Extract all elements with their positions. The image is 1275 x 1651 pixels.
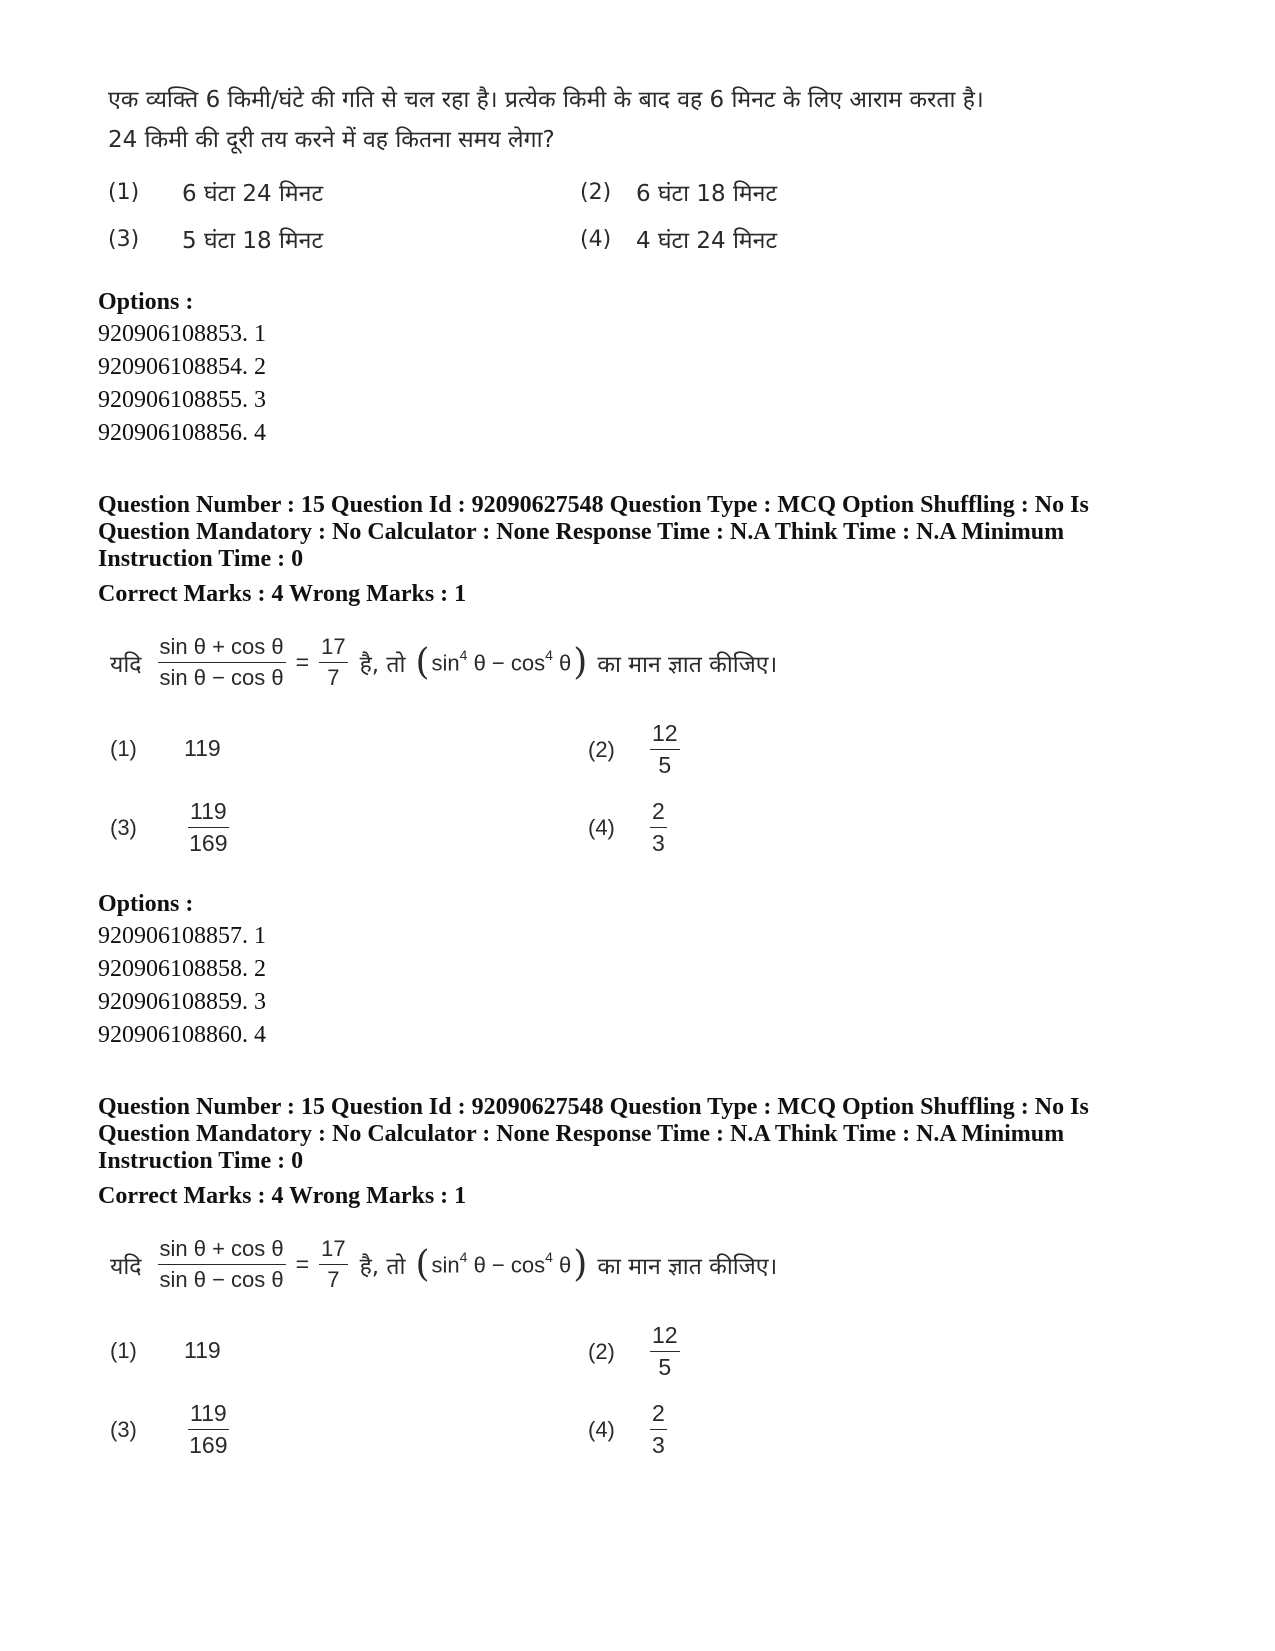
answer-choice [580, 176, 777, 208]
answer-number: (3) [108, 226, 140, 252]
fraction-denominator: 7 [327, 665, 340, 690]
fraction-numerator: 119 [188, 798, 229, 828]
expr-part: sin [431, 1252, 460, 1278]
question-suffix: का मान ज्ञात कीजिए। [597, 651, 778, 678]
answer-text: 6 घंटा 18 मिनट [636, 181, 778, 207]
question-middle: है, तो [359, 1253, 406, 1280]
option-item: 920906108856. 4 [98, 420, 266, 446]
left-paren: ( [415, 1244, 430, 1285]
fraction-numerator: 12 [650, 1322, 680, 1352]
answer-number: (1) [108, 179, 140, 205]
fraction-denominator: 5 [658, 1354, 672, 1380]
meta-line: Question Mandatory : No Calculator : None Response Time : N.A Think Time : N.A Minimum [98, 1121, 1065, 1147]
answer-choice [588, 798, 671, 857]
option-item: 920906108855. 3 [98, 387, 266, 413]
fraction-denominator: sin θ − cos θ [159, 1267, 284, 1292]
question-line: एक व्यक्ति 6 किमी/घंटे की गति से चल रहा है। प्रत्येक किमी के बाद वह 6 मिनट के लिए आराम करता है। [108, 87, 984, 113]
expr-part: θ [552, 1252, 572, 1278]
answer-fraction [650, 1400, 667, 1459]
fraction-numerator: sin θ + cos θ [158, 634, 286, 663]
options-list [98, 286, 266, 450]
answer-text: 5 घंटा 18 मिनट [182, 228, 324, 254]
answer-fraction [650, 720, 680, 779]
answer-choice [588, 1322, 684, 1381]
answer-text: 4 घंटा 24 मिनट [636, 228, 778, 254]
equals-sign: = [295, 649, 310, 675]
option-item: 920906108853. 1 [98, 321, 266, 347]
fraction-numerator: 17 [319, 634, 347, 663]
answer-fraction [650, 798, 667, 857]
answer-fraction [188, 798, 229, 857]
answer-number: (3) [110, 814, 137, 840]
right-paren: ) [573, 1244, 588, 1285]
left-paren: ( [415, 642, 430, 683]
expr-sup: 4 [459, 646, 468, 663]
answer-text: 6 घंटा 24 मिनट [182, 181, 324, 207]
meta-line: Question Number : 15 Question Id : 92090627548 Question Type : MCQ Option Shuffling : No Is [98, 492, 1089, 518]
answer-choice [108, 223, 323, 255]
fraction-numerator: 119 [188, 1400, 229, 1430]
answer-choice [110, 798, 233, 857]
meta-line: Instruction Time : 0 [98, 1148, 304, 1174]
question-meta [98, 492, 1178, 608]
lhs-fraction [158, 634, 286, 691]
answer-choice [110, 1337, 221, 1364]
fraction-numerator: 17 [319, 1236, 347, 1265]
marks-line: Correct Marks : 4 Wrong Marks : 1 [98, 581, 467, 607]
answer-number: (1) [110, 1337, 137, 1363]
meta-line: Instruction Time : 0 [98, 546, 304, 572]
answer-number: (2) [588, 736, 615, 762]
answer-fraction [650, 1322, 680, 1381]
expr-part: θ − cos [467, 1252, 546, 1278]
options-title: Options : [98, 289, 194, 315]
question-prefix: यदि [110, 651, 142, 678]
expr-part: θ − cos [467, 650, 546, 676]
options-list [98, 888, 266, 1052]
answer-number: (2) [588, 1338, 615, 1364]
fraction-denominator: 3 [652, 1432, 665, 1458]
answer-choice [108, 176, 323, 208]
rhs-fraction [319, 634, 347, 691]
question-line: 24 किमी की दूरी तय करने में वह कितना समय लेगा? [108, 127, 555, 153]
equals-sign: = [295, 1251, 310, 1277]
expr-part: θ [552, 650, 572, 676]
question-middle: है, तो [359, 651, 406, 678]
option-item: 920906108857. 1 [98, 923, 266, 949]
answer-number: (4) [580, 226, 612, 252]
fraction-denominator: 169 [189, 830, 228, 856]
question-prefix: यदि [110, 1253, 142, 1280]
option-item: 920906108859. 3 [98, 989, 266, 1015]
fraction-numerator: sin θ + cos θ [158, 1236, 286, 1265]
answer-choice [580, 223, 777, 255]
marks-line: Correct Marks : 4 Wrong Marks : 1 [98, 1183, 467, 1209]
answer-value: 119 [184, 735, 221, 761]
fraction-denominator: sin θ − cos θ [159, 665, 284, 690]
answer-number: (4) [588, 814, 615, 840]
expr-sup: 4 [545, 1248, 553, 1265]
expression [431, 1248, 572, 1278]
answer-number: (1) [110, 735, 137, 761]
math-question [110, 1236, 777, 1293]
option-item: 920906108854. 2 [98, 354, 266, 380]
question-text-block [108, 80, 1228, 160]
math-question [110, 634, 777, 691]
fraction-denominator: 169 [189, 1432, 228, 1458]
question-suffix: का मान ज्ञात कीजिए। [597, 1253, 778, 1280]
fraction-numerator: 12 [650, 720, 680, 750]
answer-number: (2) [580, 179, 612, 205]
fraction-denominator: 5 [658, 752, 672, 778]
answer-value: 119 [184, 1337, 221, 1363]
answer-fraction [188, 1400, 229, 1459]
lhs-fraction [158, 1236, 286, 1293]
expr-sup: 4 [545, 646, 553, 663]
expr-part: sin [431, 650, 460, 676]
answer-choice [110, 735, 221, 762]
answer-choice [110, 1400, 233, 1459]
question-meta [98, 1094, 1178, 1210]
answer-choice [588, 720, 684, 779]
meta-line: Question Mandatory : No Calculator : None Response Time : N.A Think Time : N.A Minimum [98, 519, 1065, 545]
fraction-numerator: 2 [650, 798, 667, 828]
option-item: 920906108860. 4 [98, 1022, 266, 1048]
meta-line: Question Number : 15 Question Id : 92090627548 Question Type : MCQ Option Shuffling : No Is [98, 1094, 1089, 1120]
expression [431, 646, 572, 676]
options-title: Options : [98, 891, 194, 917]
answer-choice [588, 1400, 671, 1459]
answer-number: (3) [110, 1416, 137, 1442]
answer-number: (4) [588, 1416, 615, 1442]
option-item: 920906108858. 2 [98, 956, 266, 982]
fraction-numerator: 2 [650, 1400, 667, 1430]
right-paren: ) [573, 642, 588, 683]
fraction-denominator: 7 [327, 1267, 340, 1292]
expr-sup: 4 [459, 1248, 468, 1265]
fraction-denominator: 3 [652, 830, 665, 856]
rhs-fraction [319, 1236, 347, 1293]
